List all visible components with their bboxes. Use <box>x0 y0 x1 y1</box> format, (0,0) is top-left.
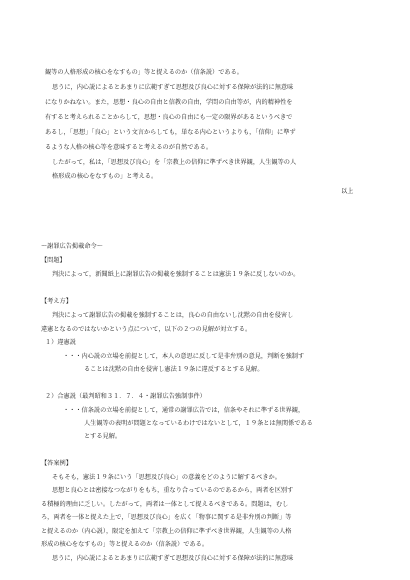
text-line: あるし，「思想」「良心」という文言からしても，単なる内心というよりも，「信仰」に準ず <box>45 129 296 136</box>
text-line: 形成の核心をなすもの」等と捉えるのか（信条説）である。 <box>41 541 209 548</box>
text-line: と捉えるのか（内心説），限定を加えて「宗教上の信仰に準ずべき世界観，人生観等の人格 <box>41 528 292 535</box>
text-line: ・・・内心説の立場を前提として，本人の意思に反して是非弁別の意見，判断を強制す <box>63 353 305 360</box>
text-line: 有すると考えられることからして，思想・良心の自由にも一定の限界があるというべきで <box>45 114 293 121</box>
heading-approach: 【考え方】 <box>41 298 72 305</box>
text-line: ろ，両者を一体と捉えた上で，「思想及び良心」を広く「物事に関する是非弁別の判断」等 <box>41 514 292 521</box>
section-title: ～謝罪広告掲載命令～ <box>41 243 103 250</box>
text-line: 格形成の核心をなすもの」と考える。 <box>52 173 158 180</box>
end-mark: 以上 <box>341 188 354 195</box>
text-line: るような人格の核心等を意味すると考えるのが自然である。 <box>45 144 213 151</box>
text-line: したがって，私は，「思想及び良心」を「宗教上の信仰に準ずべき世界観，人生観等の人 <box>52 159 297 166</box>
heading-answer: 【答案例】 <box>41 460 72 467</box>
text-line: とする見解。 <box>84 433 122 440</box>
text-line: る積極的理由に乏しい。したがって，両者は一体として捉えるべきである。問題は，むし <box>41 501 289 508</box>
heading-problem: 【問題】 <box>41 257 66 264</box>
text-line: ・・・信条説の立場を前提として，通常の謝罪広告では，信条やそれに準ずる世界観， <box>63 407 305 414</box>
text-line: になりかねない。また，思想・良心の自由と信教の自由，学問の自由等が，内的精神性を <box>45 99 293 106</box>
view-heading: ２）合憲説（最判昭和３１．７．４・謝罪広告強制事件） <box>45 393 206 400</box>
text-line: 判決によって，新聞紙上に謝罪広告の掲載を強制することは憲法１９条に反しないのか。 <box>52 271 300 278</box>
text-line: 思うに，内心説によるとあまりに広範すぎて思想及び良心に対する保障が法的に無意味 <box>52 555 294 562</box>
text-line: ることは沈黙の自由を侵害し憲法１９条に違反するとする見解。 <box>84 366 264 373</box>
text-line: 思うに，内心説によるとあまりに広範すぎて思想及び良心に対する保障が法的に無意味 <box>52 84 294 91</box>
text-line: 観等の人格形成の核心をなすもの」等と捉えるのか（信条説）である。 <box>45 69 243 76</box>
text-line: そもそも，憲法１９条にいう「思想及び良心」の意義をどのように解するべきか。 <box>52 474 281 481</box>
text-line: 判決によって謝罪広告の掲載を強制することは，良心の自由ないし沈黙の自由を侵害し <box>52 312 294 319</box>
text-line: 違憲となるのではないかという点について，以下の２つの見解が対立する。 <box>41 326 252 333</box>
text-line: 思想と良心とは密接なつながりをもち，重なり合っているのであるから，両者を区別す <box>52 487 294 494</box>
text-line: 人生観等の表明が問題となっているわけではないとして，１９条とは無関係である <box>84 420 313 427</box>
view-heading: １）違憲説 <box>45 339 76 346</box>
